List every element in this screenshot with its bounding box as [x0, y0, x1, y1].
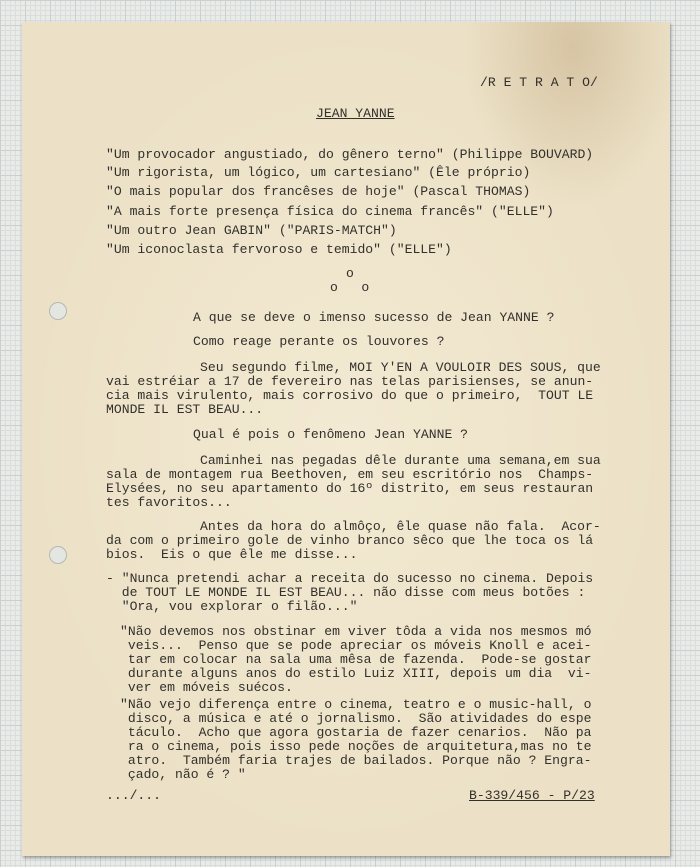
quote-body-line: "Ora, vou explorar o filão..." [106, 599, 358, 614]
quote-line: "O mais popular dos francêses de hoje" (Pascal THOMAS) [106, 184, 531, 199]
quote-body-line: ra o cinema, pois isso pede noções de arquitetura,mas no te [120, 739, 592, 754]
separator-bottom: o o [330, 280, 370, 295]
quote-body-line: "Não vejo diferença entre o cinema, teatro e o music-hall, o [120, 697, 592, 712]
punch-hole-top [49, 302, 67, 320]
quote-line: "Um outro Jean GABIN" ("PARIS-MATCH") [106, 223, 397, 238]
paragraph-line: cia mais virulento, mais corrosivo do que o primeiro, TOUT LE [106, 388, 594, 403]
paragraph-line: tes favoritos... [106, 495, 232, 510]
quote-body-line: disco, a música e até o jornalismo. São atividades do espe [120, 711, 592, 726]
paragraph-line: bios. Eis o que êle me disse... [106, 547, 358, 562]
quote-body-line: de TOUT LE MONDE IL EST BEAU... não disse com meus botões : [106, 585, 586, 600]
paragraph-line: Antes da hora do almôço, êle quase não fala. Acor- [200, 519, 601, 534]
quote-body-line: durante alguns anos do estilo Luiz XIII, depois um dia vi- [120, 666, 592, 681]
section-label: /R E T R A T O/ [480, 75, 598, 90]
quote-body-line: táculo. Acho que agora gostaria de fazer cenarios. Não pa [120, 725, 592, 740]
paragraph-line: MONDE IL EST BEAU... [106, 402, 264, 417]
paragraph-line: da com o primeiro gole de vinho branco sêco que lhe toca os lá [106, 533, 594, 548]
document-reference: B-339/456 - P/23 [469, 788, 595, 803]
quote-body-line: tar em colocar na sala uma mêsa de fazenda. Pode-se gostar [120, 652, 592, 667]
document-page [22, 22, 670, 856]
quote-body-line: atro. Também faria trajes de bailados. Porque não ? Engra- [120, 753, 592, 768]
quote-body-line: veis... Penso que se pode apreciar os móveis Knoll e acei- [120, 638, 592, 653]
page-title: JEAN YANNE [316, 106, 395, 121]
separator-top: o [346, 266, 354, 281]
quote-line: "Um provocador angustiado, do gênero terno" (Philippe BOUVARD) [106, 147, 594, 162]
quote-body-line: ver em móveis suécos. [120, 680, 293, 695]
paragraph-line: Caminhei nas pegadas dêle durante uma semana,em sua [200, 453, 601, 468]
question-2: Como reage perante os louvores ? [193, 334, 445, 349]
paragraph-line: Seu segundo filme, MOI Y'EN A VOULOIR DES SOUS, que [200, 360, 601, 375]
paragraph-line: Elysées, no seu apartamento do 16º distrito, em seus restauran [106, 481, 594, 496]
punch-hole-bottom [49, 546, 67, 564]
quote-body-line: çado, não é ? " [120, 767, 246, 782]
paragraph-line: sala de montagem rua Beethoven, em seu escritório nos Champs- [106, 467, 594, 482]
quote-body-line: - "Nunca pretendi achar a receita do sucesso no cinema. Depois [106, 571, 594, 586]
quote-line: "Um rigorista, um lógico, um cartesiano" (Êle próprio) [106, 165, 531, 180]
quote-line: "Um iconoclasta fervoroso e temido" ("ELLE") [106, 242, 452, 257]
paragraph-line: vai estréiar a 17 de fevereiro nas telas parisienses, se anun- [106, 374, 594, 389]
quote-body-line: "Não devemos nos obstinar em viver tôda a vida nos mesmos mó [120, 624, 592, 639]
question-1: A que se deve o imenso sucesso de Jean YANNE ? [193, 310, 555, 325]
question-3: Qual é pois o fenômeno Jean YANNE ? [193, 427, 469, 442]
quote-line: "A mais forte presença física do cinema francês" ("ELLE") [106, 204, 554, 219]
continued-marker: .../... [106, 788, 162, 803]
